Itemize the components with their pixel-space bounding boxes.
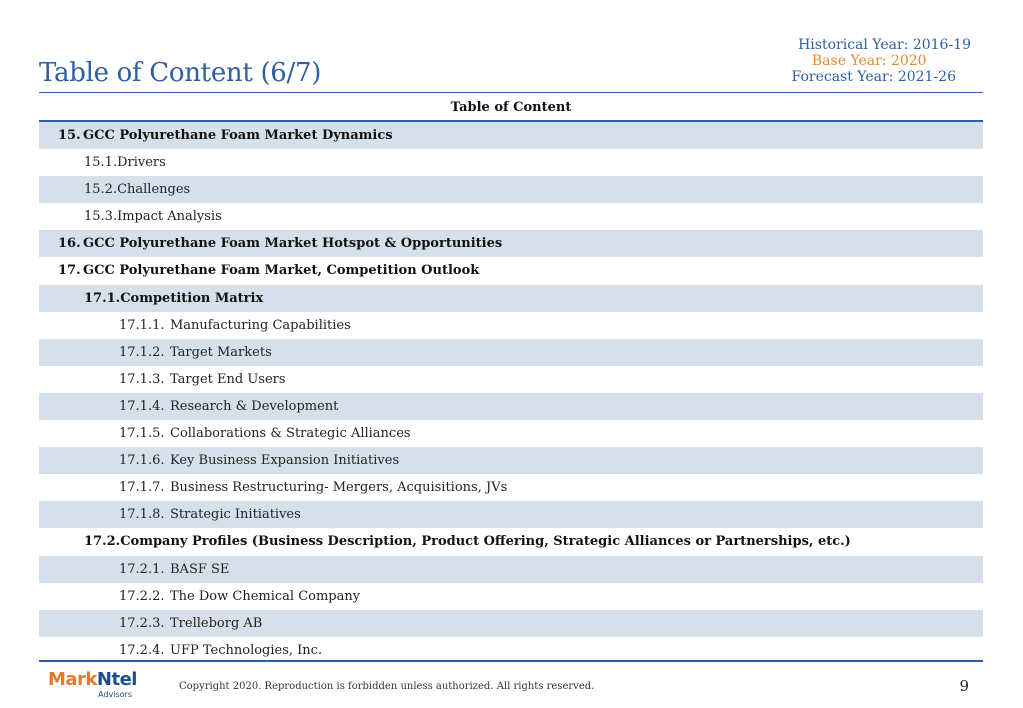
logo-subtitle: Advisors — [98, 690, 132, 699]
toc-row-label: The Dow Chemical Company — [170, 588, 361, 604]
toc-row — [39, 501, 983, 528]
toc-row-number: 17.1.6. — [119, 453, 165, 469]
toc-row-number: 17. — [58, 263, 81, 279]
toc-row-label: 17.1.Competition Matrix — [84, 290, 264, 306]
toc-row-label: 17.2.Company Profiles (Business Description, Product Offering, Strategic Alliances or Partnerships, etc.) — [84, 534, 851, 550]
logo-mark-part2: Ntel — [96, 669, 137, 690]
toc-row-number: 16. — [58, 236, 81, 252]
toc-row-number: 17.1.2. — [119, 344, 165, 360]
toc-row — [39, 366, 983, 393]
toc-row — [39, 420, 983, 447]
toc-row-number: 15. — [58, 128, 81, 143]
toc-row-label: Trelleborg AB — [170, 615, 263, 631]
toc-row — [39, 285, 983, 312]
toc-row-label: Key Business Expansion Initiatives — [170, 453, 400, 469]
toc-row-label: 15.2.Challenges — [84, 182, 191, 198]
toc-row — [39, 122, 983, 149]
toc-row-label: Target End Users — [170, 371, 286, 387]
toc-row-number: 17.2.4. — [119, 642, 165, 658]
historical-year: Historical Year: 2016-19 — [798, 37, 971, 53]
toc-row-label: 15.1.Drivers — [84, 155, 166, 171]
toc-row — [39, 610, 983, 637]
toc-row — [39, 556, 983, 583]
page-number: 9 — [959, 677, 969, 695]
toc-row-label: BASF SE — [170, 561, 230, 577]
toc-row — [39, 312, 983, 339]
toc-row-label: GCC Polyurethane Foam Market, Competition Outlook — [83, 263, 480, 279]
toc-row-number: 17.1.7. — [119, 480, 165, 496]
toc-row — [39, 528, 983, 555]
toc-row-label: UFP Technologies, Inc. — [170, 642, 323, 658]
toc-row — [39, 339, 983, 366]
footer-divider — [39, 660, 983, 662]
forecast-year: Forecast Year: 2021-26 — [791, 69, 956, 85]
toc-row — [39, 149, 983, 176]
toc-heading: Table of Content — [39, 96, 983, 122]
toc-row-number: 17.2.2. — [119, 588, 165, 604]
toc-row-number: 17.1.3. — [119, 371, 165, 387]
base-year: Base Year: 2020 — [811, 53, 927, 69]
toc-row-number: 17.2.1. — [119, 561, 165, 577]
toc-row-label: Target Markets — [170, 344, 272, 360]
toc-rows — [39, 122, 983, 664]
logo-mark — [48, 670, 138, 690]
toc-row-label: GCC Polyurethane Foam Market Dynamics — [83, 128, 393, 143]
toc-row — [39, 203, 983, 230]
copyright-notice: Copyright 2020. Reproduction is forbidden unless authorized. All rights reserved. — [179, 681, 595, 692]
toc-row — [39, 393, 983, 420]
toc-row-label: Strategic Initiatives — [170, 507, 301, 523]
toc-row-number: 17.1.8. — [119, 507, 165, 523]
toc-row-label: Research & Development — [170, 398, 339, 414]
page-title: Table of Content (6/7) — [39, 58, 322, 88]
toc-row — [39, 176, 983, 203]
toc-row-label: 15.3.Impact Analysis — [84, 209, 222, 225]
toc-row — [39, 230, 983, 257]
year-info — [792, 37, 972, 85]
toc-row-number: 17.1.5. — [119, 426, 165, 442]
toc-row — [39, 583, 983, 610]
logo-mark-part1: Mark — [48, 669, 97, 690]
title-divider — [39, 92, 983, 93]
toc-row-label: Manufacturing Capabilities — [170, 317, 351, 333]
toc-row — [39, 447, 983, 474]
toc-row-number: 17.1.4. — [119, 398, 165, 414]
toc-row-label: GCC Polyurethane Foam Market Hotspot & Opportunities — [83, 236, 503, 252]
toc-row-number: 17.1.1. — [119, 317, 165, 333]
toc-row-label: Collaborations & Strategic Alliances — [170, 426, 411, 442]
toc-row-number: 17.2.3. — [119, 615, 165, 631]
marknitel-logo — [48, 670, 138, 704]
toc-row — [39, 474, 983, 501]
toc-row-label: Business Restructuring- Mergers, Acquisitions, JVs — [170, 480, 508, 496]
toc-row — [39, 257, 983, 284]
toc-table — [39, 96, 983, 664]
